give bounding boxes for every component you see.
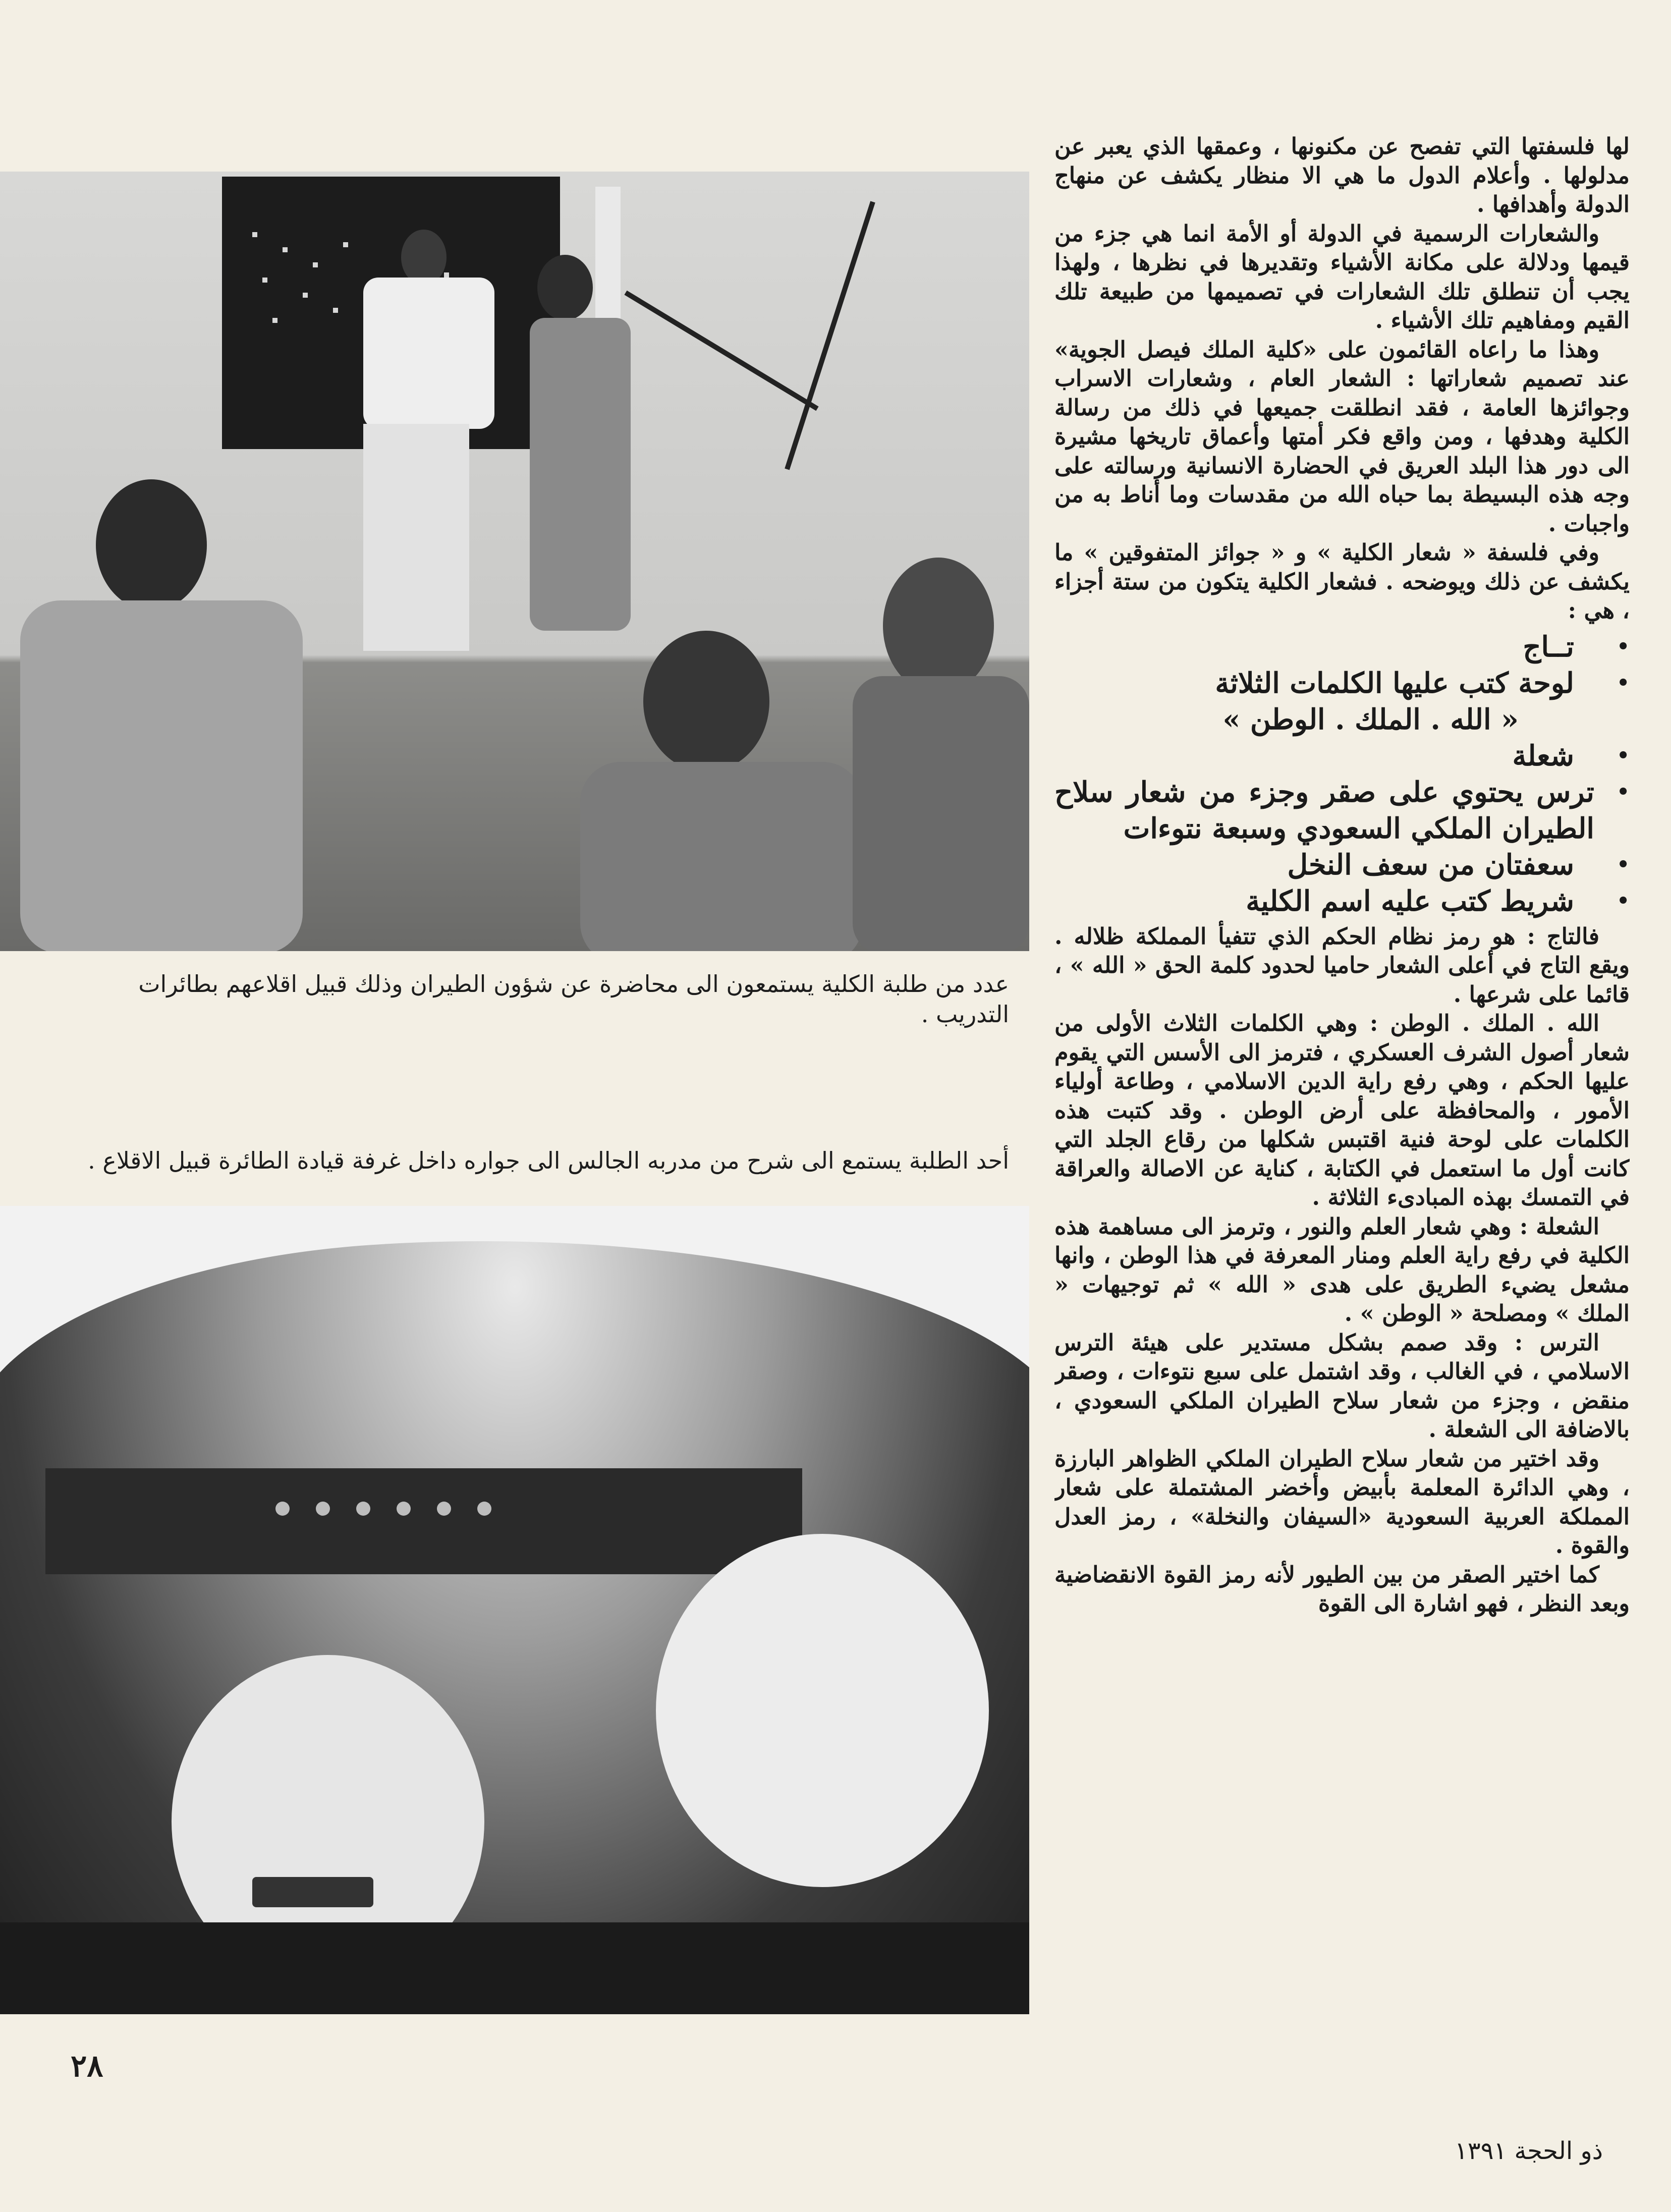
canopy-glare [0, 1206, 1029, 1372]
classroom-photo [0, 172, 1029, 951]
student-head-1 [96, 479, 207, 611]
bullet-icon: • [1617, 889, 1630, 913]
cockpit-photo [0, 1206, 1029, 2014]
article-paragraph-1: لها فلسفتها التي تفصح عن مكنونها ، وعمقها الذي يعبر عن مدلولها . وأعلام الدول ما هي الا منظار يكشف عن منهاج الدولة وأهدافها . [1054, 133, 1630, 217]
student-head-2 [643, 631, 769, 772]
article-paragraph-10: كما اختير الصقر من بين الطيور لأنه رمز القوة الانقضاضية وبعد النظر ، فهو اشارة الى القوة [1054, 1561, 1630, 1617]
officer-head [537, 255, 593, 320]
article-paragraph-4: وفي فلسفة « شعار الكلية » و « جوائز المتفوقين » ما يكشف عن ذلك ويوضحه . فشعار الكلية يتكون من ستة أجزاء ، هي : [1054, 539, 1630, 624]
list-item: • سعفتان من سعف النخل [1054, 847, 1630, 883]
emblem-parts-list [1054, 629, 1630, 919]
instrument-panel [45, 1468, 802, 1574]
instructor-head [401, 230, 447, 285]
article-body [1054, 132, 1630, 2029]
bullet-icon: • [1617, 852, 1630, 876]
bullet-icon: • [1617, 671, 1630, 695]
list-item: • لوحة كتب عليها الكلمات الثلاثة [1054, 665, 1630, 701]
article-paragraph-7: الشعلة : وهي شعار العلم والنور ، وترمز الى مساهمة هذه الكلية في رفع راية العلم ومنار المعرفة في هذا الوطن ، وانها مشعل يضيء الطريق على هدى « الله » ثم توجيهات « الملك » ومصلحة « الوطن » . [1054, 1213, 1630, 1326]
student-head-3 [883, 558, 994, 694]
article-paragraph-6: الله . الملك . الوطن : وهي الكلمات الثلاث الأولى من شعار أصول الشرف العسكري ، فترمز الى الأسس التي يقوم عليها الحكم ، وهي رفع راية الدين الاسلامي ، وطاعة أولياء الأمور ، والمحافظة على أرض الوطن . وقد كتبت هذه الكلمات على لوحة فنية اقتبس شكلها من رقاع الجلد التي كانت أول ما استعمل في الكتابة ، كناية عن الاصالة والعراقة في التمسك بهذه المبادىء الثلاثة . [1054, 1010, 1630, 1210]
bullet-icon: • [1617, 780, 1630, 804]
article-paragraph-3: وهذا ما راعاه القائمون على «كلية الملك فيصل الجوية» عند تصميم شعاراتها : الشعار العام ، وشعارات الاسراب وجوائزها العامة ، فقد انطلقت جميعها في ذلك من رسالة الكلية وهدفها ، ومن واقع فكر أمتها وأعماق تاريخها مشيرة الى دور هذا البلد العريق في الحضارة الانسانية ورسالته على وجه هذه البسيطة بما حباه الله من مقدسات وما أناط به من واجبات . [1054, 336, 1630, 537]
instructor-helmet [656, 1534, 989, 1887]
article-paragraph-8: الترس : وقد صمم بشكل مستدير على هيئة الترس الاسلامي ، في الغالب ، وقد اشتمل على سبع نتوءات ، وصقر منقض ، وجزء من شعار سلاح الطيران الملكي السعودي ، بالاضافة الى الشعلة . [1054, 1329, 1630, 1443]
list-item: • شريط كتب عليه اسم الكلية [1054, 883, 1630, 919]
list-item: « الله . الملك . الوطن » [1222, 702, 1519, 736]
list-item: • شعلة [1054, 738, 1630, 774]
top-photo-caption: عدد من طلبة الكلية يستمعون الى محاضرة عن شؤون الطيران وذلك قبيل اقلاعهم بطائرات التدريب . [138, 970, 1009, 1028]
bullet-icon: • [1617, 634, 1630, 658]
bottom-photo-caption: أحد الطلبة يستمع الى شرح من مدربه الجالس الى جواره داخل غرفة قيادة الطائرة قبيل الاقلاع . [88, 1147, 1009, 1174]
bullet-icon: • [1617, 743, 1630, 767]
article-paragraph-5: فالتاج : هو رمز نظام الحكم الذي تتفيأ المملكة ظلاله . ويقع التاج في أعلى الشعار حاميا لحدود كلمة الحق « الله » ، قائما على شرعها . [1054, 923, 1630, 1008]
list-item: • تــاج [1054, 629, 1630, 665]
list-item: • ترس يحتوي على صقر وجزء من شعار سلاح الطيران الملكي السعودي وسبعة نتوءات [1054, 774, 1630, 847]
page-number: ٢٨ [71, 2049, 103, 2084]
issue-date: ذو الحجة ١٣٩١ [1455, 2137, 1603, 2165]
classroom-photo-illustration [0, 172, 1029, 951]
cockpit-photo-illustration [0, 1206, 1029, 2014]
article-paragraph-2: والشعارات الرسمية في الدولة أو الأمة انما هي جزء من قيمها ودلالة على مكانة الأشياء وتقديرها في نظرها ، ولهذا يجب أن تنطلق تلك الشعارات في تصميمها من طبيعة تلك القيم ومفاهيم تلك الأشياء . [1054, 220, 1630, 334]
article-paragraph-9: وقد اختير من شعار سلاح الطيران الملكي الظواهر البارزة ، وهي الدائرة المعلمة بأبيض وأخضر المشتملة على شعار المملكة العربية السعودية «السيفان والنخلة» ، رمز العدل والقوة . [1054, 1445, 1630, 1559]
